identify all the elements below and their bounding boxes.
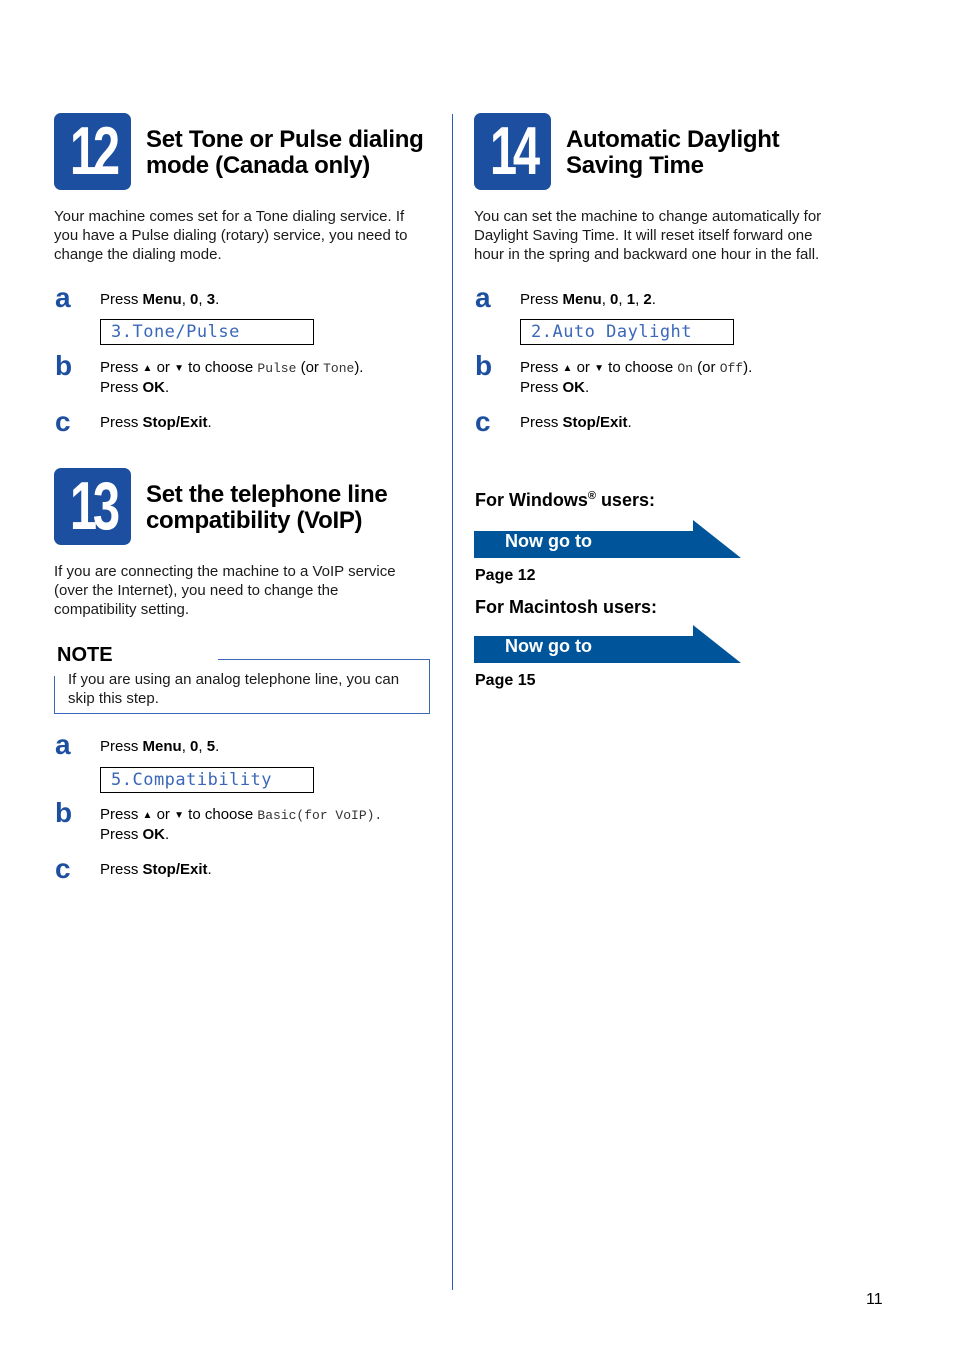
step-14-lcd-display: 2.Auto Daylight (520, 319, 734, 345)
step-14-b-letter: b (475, 350, 493, 381)
note-title: NOTE (57, 644, 113, 666)
step-14-c-text: Press Stop/Exit. (520, 414, 632, 431)
step-14-b-text: Press ▲ or ▼ to choose On (or Off). Press OK. (520, 359, 753, 396)
step-12-lcd-display: 3.Tone/Pulse (100, 319, 314, 345)
step-13-b-text: Press ▲ or ▼ to choose Basic(for VoIP). Press OK. (100, 806, 383, 843)
windows-now-go-to-button[interactable] (474, 520, 741, 558)
note-text: If you are using an analog telephone line, you can skip this step. (68, 671, 400, 707)
up-arrow-icon: ▲ (562, 363, 573, 374)
step-13-intro: If you are connecting the machine to a VoIP service (over the Internet), you need to change the compatibility setting. (54, 563, 396, 618)
down-arrow-icon: ▼ (174, 363, 185, 374)
step-13-lcd-display: 5.Compatibility (100, 767, 314, 793)
windows-users-heading: For Windows® users: (475, 490, 655, 510)
step-13-a-text: Press Menu, 0, 5. (100, 738, 220, 755)
step-13-a-letter: a (55, 729, 71, 760)
mac-page-link[interactable]: Page 15 (475, 672, 536, 689)
step-14-a-letter: a (475, 282, 491, 313)
step-13-c-letter: c (55, 853, 71, 884)
step-12-title: Set Tone or Pulse dialing mode (Canada only) (146, 126, 424, 179)
note-border-left (54, 676, 55, 714)
step-14-title: Automatic Daylight Saving Time (566, 126, 780, 179)
step-12-a-letter: a (55, 282, 71, 313)
step-14-badge: 14 (474, 113, 551, 190)
step-12-badge: 12 (54, 113, 131, 190)
step-12-a-text: Press Menu, 0, 3. (100, 291, 220, 308)
step-13-badge: 13 (54, 468, 131, 545)
step-13-c-text: Press Stop/Exit. (100, 861, 212, 878)
step-13-title: Set the telephone line compatibility (VoIP) (146, 481, 388, 534)
step-12-intro: Your machine comes set for a Tone dialing service. If you have a Pulse dialing (rotary) service, you need to change the dialing mode. (54, 208, 408, 263)
down-arrow-icon: ▼ (594, 363, 605, 374)
down-arrow-icon: ▼ (174, 810, 185, 821)
mac-now-go-to-label: Now go to (505, 636, 592, 656)
windows-page-link[interactable]: Page 12 (475, 567, 536, 584)
note-border-right (429, 659, 430, 714)
step-12-b-letter: b (55, 350, 73, 381)
note-border-top (218, 659, 430, 660)
column-divider (452, 114, 453, 1290)
step-13-b-letter: b (55, 797, 73, 828)
step-12-b-text: Press ▲ or ▼ to choose Pulse (or Tone). Press OK. (100, 359, 364, 396)
step-12-c-letter: c (55, 406, 71, 437)
step-14-intro: You can set the machine to change automatically for Daylight Saving Time. It will reset itself forward one hour in the spring and backward one hour in the fall. (474, 208, 822, 263)
up-arrow-icon: ▲ (142, 363, 153, 374)
mac-now-go-to-button[interactable] (474, 625, 741, 663)
mac-users-heading: For Macintosh users: (475, 597, 658, 617)
step-14-a-text: Press Menu, 0, 1, 2. (520, 291, 656, 308)
note-border-bottom (54, 713, 430, 714)
step-14-c-letter: c (475, 406, 491, 437)
step-12-c-text: Press Stop/Exit. (100, 414, 212, 431)
up-arrow-icon: ▲ (142, 810, 153, 821)
windows-now-go-to-label: Now go to (505, 531, 592, 551)
page-number: 11 (866, 1291, 883, 1308)
